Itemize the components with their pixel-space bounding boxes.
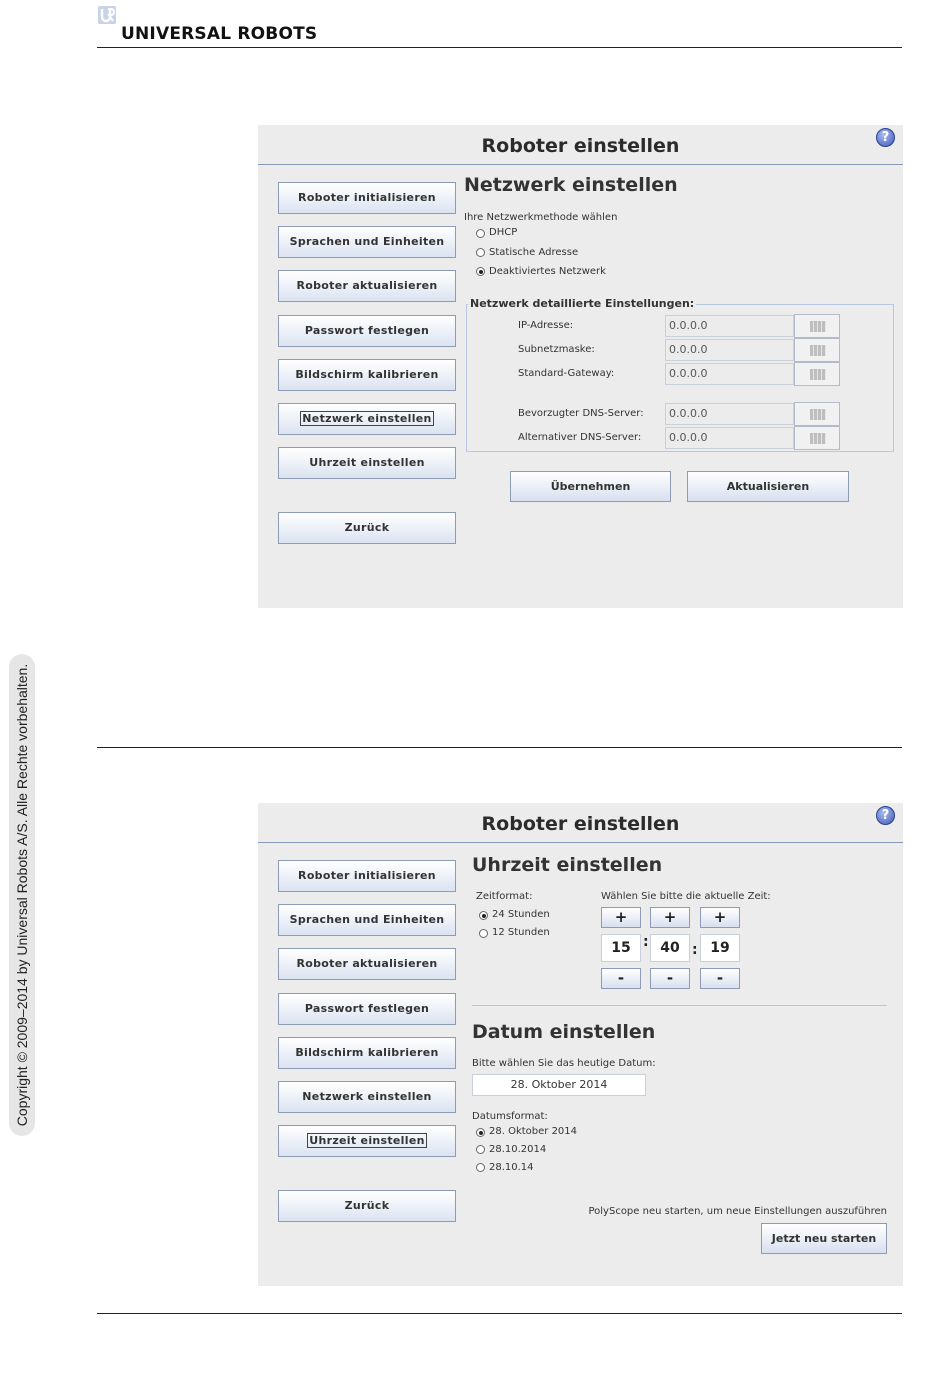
dns2-keyboard-button[interactable] xyxy=(794,426,840,450)
radio-date-long[interactable] xyxy=(476,1128,485,1137)
help-icon[interactable]: ? xyxy=(876,806,895,825)
time-separator: : xyxy=(643,934,649,950)
date-format-label: Datumsformat: xyxy=(472,1111,548,1122)
keyboard-icon xyxy=(810,409,826,420)
radio-12h-label: 12 Stunden xyxy=(492,927,550,938)
title-divider xyxy=(258,842,903,843)
minute-plus-button[interactable]: + xyxy=(650,907,690,928)
second-field[interactable]: 19 xyxy=(700,934,740,962)
footer-rule xyxy=(97,1313,902,1314)
date-field[interactable]: 28. Oktober 2014 xyxy=(472,1074,646,1096)
radio-date-full-label: 28.10.2014 xyxy=(489,1144,547,1155)
subnet-field[interactable]: 0.0.0.0 xyxy=(665,339,794,361)
radio-12h[interactable] xyxy=(479,929,488,938)
hour-minus-button[interactable]: - xyxy=(601,968,641,989)
section-title: Netzwerk einstellen xyxy=(464,174,678,196)
dns1-keyboard-button[interactable] xyxy=(794,402,840,426)
side-button-network[interactable]: Netzwerk einstellen xyxy=(278,403,456,435)
hour-field[interactable]: 15 xyxy=(601,934,641,962)
side-button-time[interactable]: Uhrzeit einstellen xyxy=(278,447,456,479)
title-divider xyxy=(258,164,903,165)
radio-dhcp[interactable] xyxy=(476,229,485,238)
gateway-field[interactable]: 0.0.0.0 xyxy=(665,363,794,385)
refresh-button[interactable]: Aktualisieren xyxy=(687,471,849,502)
screen-time-settings xyxy=(258,803,903,1286)
gateway-keyboard-button[interactable] xyxy=(794,362,840,386)
restart-note: PolyScope neu starten, um neue Einstellungen auszuführen xyxy=(588,1206,887,1217)
radio-static[interactable] xyxy=(476,248,485,257)
side-button-update[interactable]: Roboter aktualisieren xyxy=(278,948,456,980)
second-plus-button[interactable]: + xyxy=(700,907,740,928)
side-button-calibrate-screen[interactable]: Bildschirm kalibrieren xyxy=(278,1037,456,1069)
keyboard-icon xyxy=(810,369,826,380)
side-button-password[interactable]: Passwort festlegen xyxy=(278,993,456,1025)
radio-date-short[interactable] xyxy=(476,1163,485,1172)
side-button-time[interactable]: Uhrzeit einstellen xyxy=(278,1125,456,1157)
side-button-robot-init[interactable]: Roboter initialisieren xyxy=(278,182,456,214)
radio-date-full[interactable] xyxy=(476,1145,485,1154)
screen-title: Roboter einstellen xyxy=(481,813,680,835)
ur-logo-icon xyxy=(97,5,117,25)
ip-label: IP-Adresse: xyxy=(518,320,574,331)
side-button-network[interactable]: Netzwerk einstellen xyxy=(278,1081,456,1113)
side-button-language[interactable]: Sprachen und Einheiten xyxy=(278,904,456,936)
keyboard-icon xyxy=(810,321,826,332)
radio-dhcp-label: DHCP xyxy=(489,227,518,238)
hour-plus-button[interactable]: + xyxy=(601,907,641,928)
date-section-title: Datum einstellen xyxy=(472,1021,656,1043)
radio-static-label: Statische Adresse xyxy=(489,247,579,258)
dns2-label: Alternativer DNS-Server: xyxy=(518,432,642,443)
back-button[interactable]: Zurück xyxy=(278,512,456,544)
side-button-robot-init[interactable]: Roboter initialisieren xyxy=(278,860,456,892)
current-time-label: Wählen Sie bitte die aktuelle Zeit: xyxy=(601,891,771,902)
header-rule xyxy=(97,47,902,48)
gateway-label: Standard-Gateway: xyxy=(518,368,615,379)
copyright-text: Copyright © 2009–2014 by Universal Robots A/S. Alle Rechte vorbehalten. xyxy=(14,663,30,1127)
dns2-field[interactable]: 0.0.0.0 xyxy=(665,427,794,449)
subnet-label: Subnetzmaske: xyxy=(518,344,595,355)
universal-robots-logo xyxy=(97,5,357,43)
ip-field[interactable]: 0.0.0.0 xyxy=(665,315,794,337)
keyboard-icon xyxy=(810,433,826,444)
brand-name: UNIVERSAL ROBOTS xyxy=(121,24,318,44)
radio-date-long-label: 28. Oktober 2014 xyxy=(489,1126,578,1137)
date-label: Bitte wählen Sie das heutige Datum: xyxy=(472,1058,656,1069)
second-minus-button[interactable]: - xyxy=(700,968,740,989)
dns1-label: Bevorzugter DNS-Server: xyxy=(518,408,644,419)
method-label: Ihre Netzwerkmethode wählen xyxy=(464,212,618,223)
back-button[interactable]: Zurück xyxy=(278,1190,456,1222)
apply-button[interactable]: Übernehmen xyxy=(510,471,671,502)
radio-disabled[interactable] xyxy=(476,267,485,276)
screen-title: Roboter einstellen xyxy=(481,135,680,157)
separator-rule xyxy=(97,747,902,748)
screen-network-settings xyxy=(258,125,903,608)
dns1-field[interactable]: 0.0.0.0 xyxy=(665,403,794,425)
side-button-language[interactable]: Sprachen und Einheiten xyxy=(278,226,456,258)
radio-24h[interactable] xyxy=(479,911,488,920)
time-format-label: Zeitformat: xyxy=(476,891,533,902)
time-separator: : xyxy=(692,942,698,958)
subnet-keyboard-button[interactable] xyxy=(794,338,840,362)
time-section-title: Uhrzeit einstellen xyxy=(472,854,663,876)
keyboard-icon xyxy=(810,345,826,356)
minute-field[interactable]: 40 xyxy=(650,934,690,962)
radio-24h-label: 24 Stunden xyxy=(492,909,550,920)
radio-disabled-label: Deaktiviertes Netzwerk xyxy=(489,266,606,277)
network-details-legend: Netzwerk detaillierte Einstellungen: xyxy=(470,297,695,310)
minute-minus-button[interactable]: - xyxy=(650,968,690,989)
copyright-tab xyxy=(9,654,35,1136)
help-icon[interactable]: ? xyxy=(876,128,895,147)
ip-keyboard-button[interactable] xyxy=(794,314,840,338)
restart-button[interactable]: Jetzt neu starten xyxy=(761,1223,887,1254)
side-button-calibrate-screen[interactable]: Bildschirm kalibrieren xyxy=(278,359,456,391)
radio-date-short-label: 28.10.14 xyxy=(489,1162,534,1173)
side-button-password[interactable]: Passwort festlegen xyxy=(278,315,456,347)
section-divider xyxy=(472,1005,887,1006)
side-button-update[interactable]: Roboter aktualisieren xyxy=(278,270,456,302)
